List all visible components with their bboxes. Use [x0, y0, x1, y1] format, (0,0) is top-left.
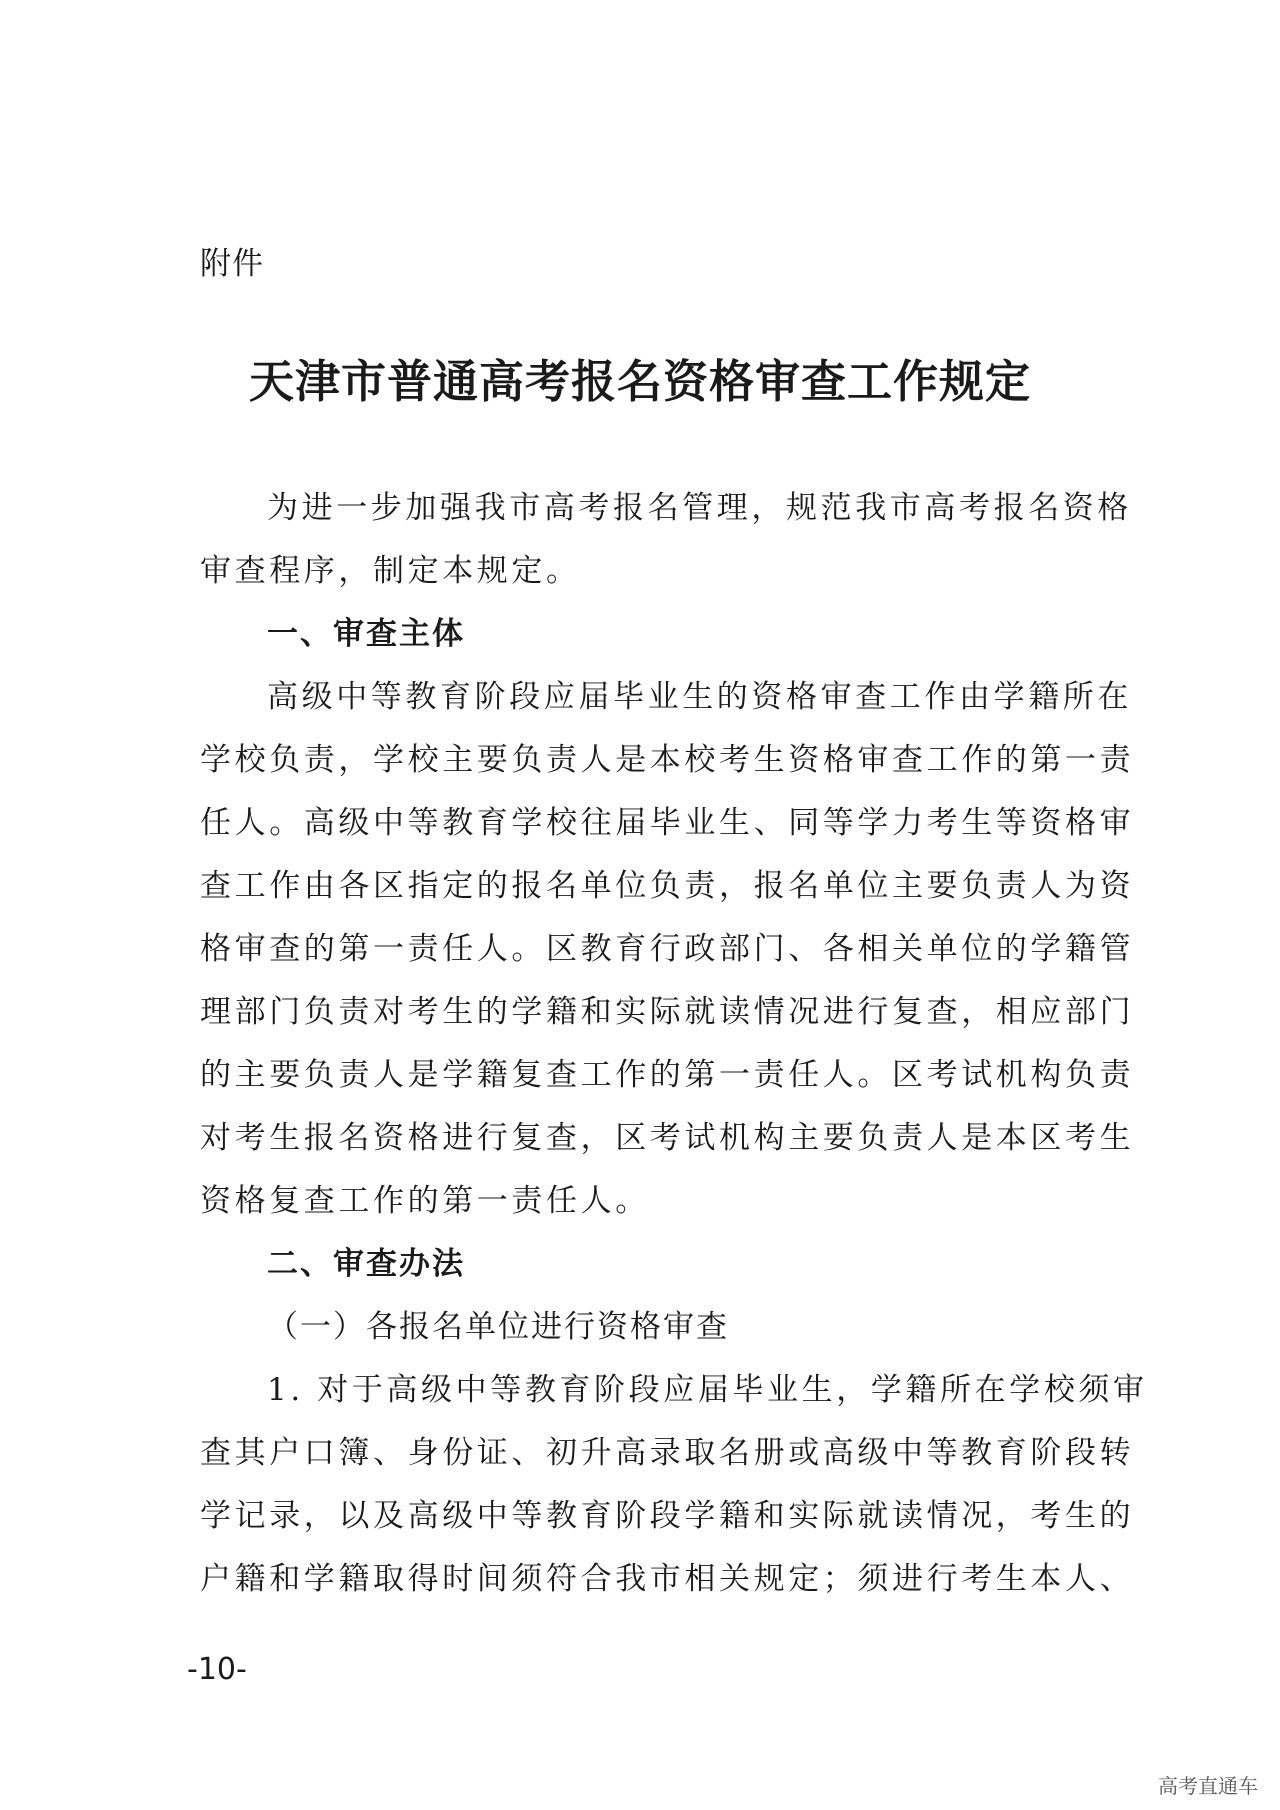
source-watermark: 高考直通车	[1158, 1774, 1258, 1798]
paragraph-line: 为进一步加强我市高考报名管理，规范我市高考报名资格	[267, 490, 1132, 526]
paragraph-line: 资格复查工作的第一责任人。	[200, 1183, 650, 1219]
paragraph-line: 查工作由各区指定的报名单位负责，报名单位主要负责人为资	[200, 868, 1135, 904]
paragraph-line: 户籍和学籍取得时间须符合我市相关规定；须进行考生本人、	[200, 1561, 1135, 1597]
section-heading: 一、审查主体	[267, 616, 465, 652]
paragraph-line: 理部门负责对考生的学籍和实际就读情况进行复查，相应部门	[200, 994, 1135, 1030]
paragraph-line: 对考生报名资格进行复查，区考试机构主要负责人是本区考生	[200, 1120, 1135, 1156]
paragraph-line: 查其户口簿、身份证、初升高录取名册或高级中等教育阶段转	[200, 1435, 1135, 1471]
paragraph-line: 高级中等教育阶段应届毕业生的资格审查工作由学籍所在	[267, 679, 1132, 715]
document-body	[200, 477, 1148, 1611]
paragraph-line: 格审查的第一责任人。区教育行政部门、各相关单位的学籍管	[200, 931, 1135, 967]
paragraph-line: 的主要负责人是学籍复查工作的第一责任人。区考试机构负责	[200, 1057, 1135, 1093]
subsection-heading: （一）各报名单位进行资格审查	[267, 1309, 729, 1345]
paragraph-line: 任人。高级中等教育学校往届毕业生、同等学力考生等资格审	[200, 805, 1135, 841]
attachment-label: 附件	[200, 246, 264, 282]
paragraph-line: 学校负责，学校主要负责人是本校考生资格审查工作的第一责	[200, 742, 1135, 778]
paragraph-line: 1. 对于高级中等教育阶段应届毕业生，学籍所在学校须审	[267, 1372, 1148, 1408]
section-heading: 二、审查办法	[267, 1246, 465, 1282]
page-number: -10-	[187, 1652, 247, 1687]
paragraph-line: 审查程序，制定本规定。	[200, 553, 581, 589]
paragraph-line: 学记录，以及高级中等教育阶段学籍和实际就读情况，考生的	[200, 1498, 1135, 1534]
document-title: 天津市普通高考报名资格审查工作规定	[248, 355, 1031, 408]
